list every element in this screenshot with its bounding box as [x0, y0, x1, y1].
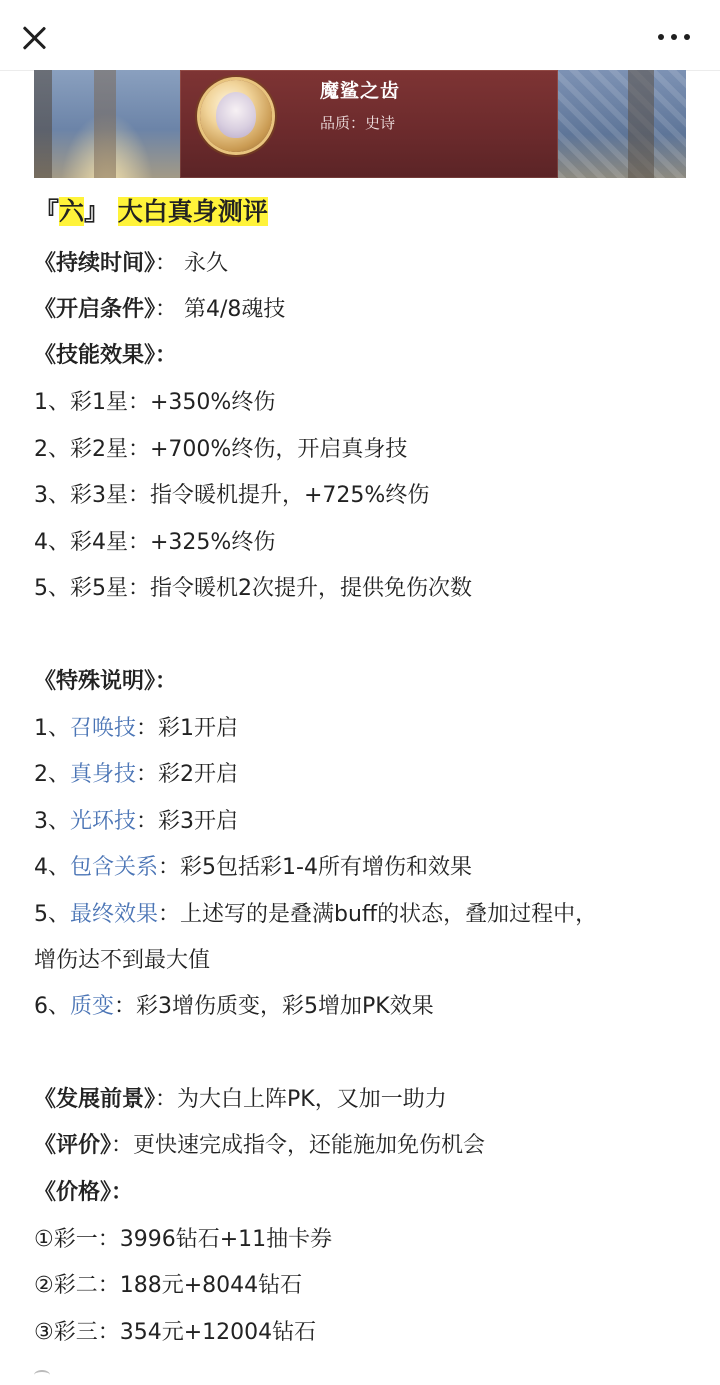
special-item: [34, 713, 238, 745]
review-label: 《评价》: [34, 1133, 112, 1158]
prospect-label: 《发展前景》: [34, 1087, 156, 1112]
condition-label: 《开启条件》: [34, 297, 156, 322]
separator: ：: [155, 251, 185, 276]
special-keyword: 光环技: [70, 809, 137, 834]
separator: ：: [111, 1133, 134, 1158]
top-nav-bar: [0, 0, 720, 71]
effect-item: 1、彩1星：+350%终伤: [34, 390, 276, 415]
special-item: [34, 806, 238, 838]
item-number: 3、: [34, 809, 70, 834]
more-options-icon[interactable]: [656, 30, 692, 44]
effect-item: 3、彩3星：指令暖机提升，+725%终伤: [34, 483, 430, 508]
item-number: 1、: [34, 716, 70, 741]
title-number: 六: [59, 197, 85, 226]
special-keyword: 召唤技: [70, 716, 137, 741]
title-bracket-close: 』: [84, 197, 110, 226]
review-value: 更快速完成指令，还能施加免伤机会: [133, 1133, 486, 1158]
special-keyword: 质变: [70, 994, 115, 1019]
price-item: ①彩一：3996钻石+11抽卡券: [34, 1227, 333, 1252]
special-text: ：上述写的是叠满buff的状态，叠加过程中，: [158, 902, 598, 927]
item-quality: 品质：史诗: [320, 114, 396, 132]
special-item: [34, 899, 597, 931]
effects-header: 《技能效果》：: [34, 343, 178, 368]
item-medal-icon: [200, 80, 272, 152]
special-keyword: 最终效果: [70, 902, 159, 927]
condition-value: 第4/8魂技: [184, 297, 286, 322]
price-item: ②彩二：188元+8044钻石: [34, 1273, 303, 1298]
prospect-row: [34, 1084, 447, 1116]
special-keyword: 真身技: [70, 762, 137, 787]
item-card: [180, 70, 558, 178]
item-number: 6、: [34, 994, 70, 1019]
item-name: 魔鲨之齿: [320, 80, 401, 102]
separator: ：: [155, 297, 185, 322]
special-text: ：彩5包括彩1-4所有增伤和效果: [158, 855, 472, 880]
special-text: ：彩3开启: [136, 809, 239, 834]
title-text: 大白真身测评: [117, 197, 268, 226]
item-number: 2、: [34, 762, 70, 787]
title-bracket-open: 『: [34, 197, 60, 226]
special-header: 《特殊说明》：: [34, 669, 178, 694]
banner-background-left: [34, 70, 180, 178]
special-keyword: 包含关系: [70, 855, 159, 880]
item-number: 5、: [34, 902, 70, 927]
special-text: ：彩2开启: [136, 762, 239, 787]
duration-value: 永久: [184, 251, 229, 276]
condition-row: [34, 294, 285, 326]
special-item: [34, 991, 434, 1023]
item-banner-image: [34, 70, 686, 178]
cut-off-next-line: [0, 1368, 720, 1385]
special-text: ：彩1开启: [136, 716, 239, 741]
item-number: 4、: [34, 855, 70, 880]
effect-item: 2、彩2星：+700%终伤，开启真身技: [34, 437, 408, 462]
price-header: 《价格》：: [34, 1180, 134, 1205]
price-item: ③彩三：354元+12004钻石: [34, 1320, 317, 1345]
special-item-continuation: 增伤达不到最大值: [34, 948, 211, 973]
special-item: [34, 759, 238, 791]
effect-item: 4、彩4星：+325%终伤: [34, 530, 276, 555]
section-title: [34, 196, 268, 228]
special-text: ：彩3增伤质变，彩5增加PK效果: [114, 994, 434, 1019]
close-icon[interactable]: [18, 22, 50, 54]
separator: ：: [155, 1087, 178, 1112]
duration-label: 《持续时间》: [34, 251, 156, 276]
prospect-value: 为大白上阵PK，又加一助力: [177, 1087, 447, 1112]
special-item: [34, 852, 472, 884]
banner-background-right: [558, 70, 686, 178]
review-row: [34, 1130, 485, 1162]
duration-row: [34, 248, 228, 280]
effect-item: 5、彩5星：指令暖机2次提升，提供免伤次数: [34, 576, 472, 601]
